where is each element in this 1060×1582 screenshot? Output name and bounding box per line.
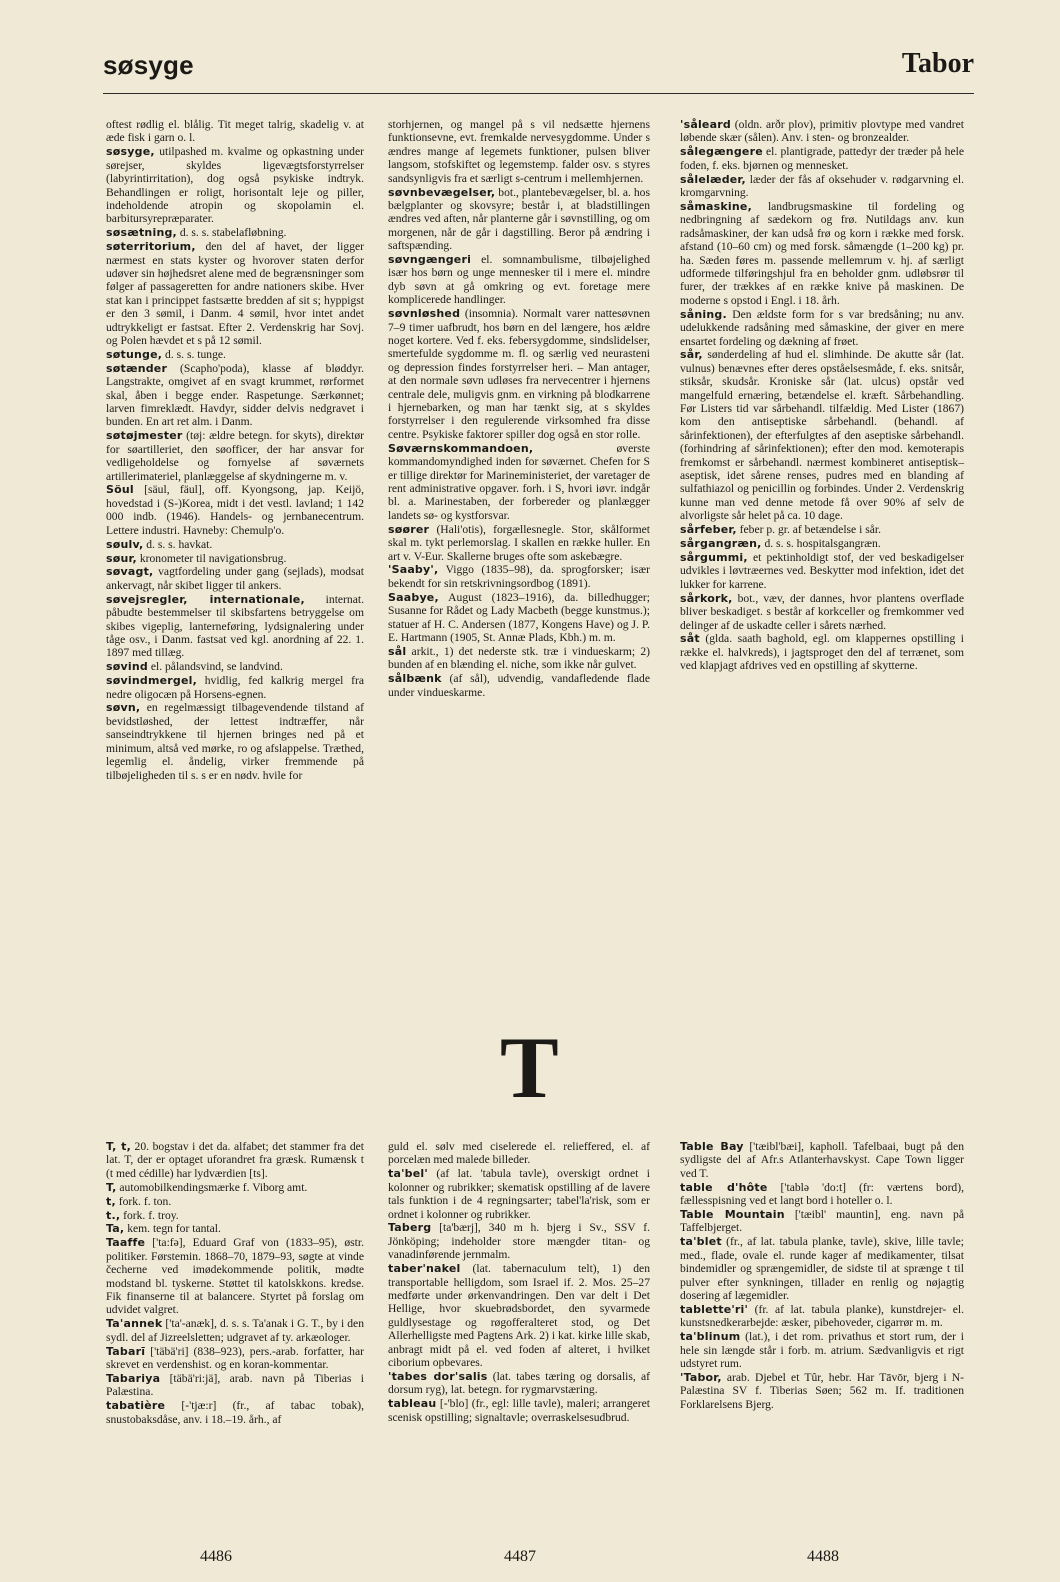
entry-headword: søterritorium, xyxy=(106,240,196,254)
entry-text: kem. tegn for tantal. xyxy=(124,1222,221,1236)
dictionary-entry xyxy=(106,1181,364,1194)
page-number-1: 4486 xyxy=(200,1548,232,1565)
entry-headword: søulv, xyxy=(106,537,144,551)
entry-text: d. s. s. stabelafløbning. xyxy=(176,226,287,240)
entry-headword: søsyge, xyxy=(106,145,155,159)
dictionary-entry xyxy=(388,591,650,645)
left-guide-word: søsyge xyxy=(103,50,194,80)
entry-text: oftest rødlig el. blålig. Tit meget talrig, skadelig v. at æde fisk i garn o. l. xyxy=(106,118,364,145)
entry-text: (Hali'otis), forgællesnegle. Stor, skålformet skal m. tykt perlemorslag. I skallen en række huller. En art v. V-Eur. Skallerne bruges ofte som askebægre. xyxy=(388,522,650,563)
entry-text: et pektinholdigt stof, der ved beskadigelser udvikles i løvtræernes ved. Beskytter mod infektion, idet det lukker for karrene. xyxy=(680,551,964,591)
dictionary-entry xyxy=(106,660,364,673)
dictionary-entry xyxy=(106,1140,364,1180)
entry-headword: table d'hôte xyxy=(680,1180,768,1194)
dictionary-entry xyxy=(388,442,650,522)
entry-headword: ta'bel' xyxy=(388,1167,428,1181)
dictionary-entry xyxy=(388,186,650,253)
entry-headword: søtænder xyxy=(106,361,168,375)
dictionary-entry xyxy=(388,523,650,563)
bottom-column-1 xyxy=(106,1140,364,1426)
entry-headword: ta'blinum xyxy=(680,1330,741,1344)
entry-text: arkit., 1) det nederste stk. træ i vindueskarm; 2) bunden af en blænding el. niche, som ikke når gulvet. xyxy=(388,644,650,672)
entry-headword: såt xyxy=(680,632,700,646)
entry-text: [täbä'ri:jä], arab. navn på Tiberias i Palæstina. xyxy=(106,1371,364,1399)
dictionary-entry xyxy=(388,1167,650,1221)
entry-headword: 'Saaby', xyxy=(388,563,439,577)
entry-headword: T, xyxy=(106,1180,117,1194)
page-number-3: 4488 xyxy=(807,1548,839,1565)
dictionary-entry xyxy=(106,145,364,225)
entry-headword: såmaskine, xyxy=(680,199,752,213)
dictionary-entry xyxy=(680,1371,964,1411)
entry-text: den del af havet, der ligger nærmest en stats kyster og hvorover staten derfor udøver sin højhedsret alene med de begrænsninger som følger af passageretten for andre nationers skibe. Hver stat kan i princippet fastsætte bredden af sit s; hyppigst er den 3 sømil, i Danm. 4 sømil, hvor intet andet udtrykkeligt er fastsat. Efter 2. Verdenskrig har Sovj. og Polen hævdet et s på 12 sømil. xyxy=(106,240,364,347)
entry-headword: 'tabes dor'salis xyxy=(388,1369,488,1383)
entry-headword: tablette'ri' xyxy=(680,1302,749,1316)
dictionary-entry xyxy=(680,1208,964,1235)
dictionary-entry xyxy=(680,1330,964,1370)
dictionary-entry xyxy=(106,1236,364,1316)
dictionary-entry xyxy=(680,1140,964,1180)
dictionary-entry xyxy=(680,118,964,145)
entry-headword: Ta, xyxy=(106,1222,125,1236)
dictionary-entry xyxy=(106,1209,364,1222)
entry-text: vagtfordeling under gang (sejlads), modsat ankervagt, når skibet ligger til ankers. xyxy=(106,565,364,592)
dictionary-entry xyxy=(388,1397,650,1424)
entry-text: (lat.), i det rom. privathus et stort rum, der i hele sin længde står i forb. m. atrium. Sædvanligvis et rigt udstyret rum. xyxy=(680,1330,964,1370)
entry-text: øverste kommandomyndighed inden for søværnet. Chefen for S er tillige direktør for Marineministeriet, der varetager de rent administrative opgaver. forh. i S, hvori iøvr. indgår bl. a. Marinestaben, der forbereder og planlægger landets sø- og kystforsvar. xyxy=(388,441,650,522)
entry-text: fork. f. troy. xyxy=(120,1208,179,1222)
dictionary-entry xyxy=(106,593,364,660)
entry-text: [-'blo] (fr., egl: lille tavle), maleri; arrangeret scenisk opstilling; signaltavle; overraskelsesudbrud. xyxy=(388,1397,650,1424)
entry-text: (oldn. arðr plov), primitiv plovtype med vandret løbende skær (sålen). Anv. i sten- og bronzealder. xyxy=(680,118,964,145)
entry-headword: 'Tabor, xyxy=(680,1370,722,1384)
dictionary-entry xyxy=(106,565,364,592)
dictionary-entry xyxy=(680,308,964,348)
entry-headword: sålbænk xyxy=(388,672,442,686)
dictionary-entry xyxy=(106,1372,364,1399)
entry-text: (glda. saath baghold, egl. om klappernes opstilling i række el. halvkreds), i jagtsproget den del af terrænet, som ved klapjagt afdrives ved en opstilling af skytterne. xyxy=(680,632,964,673)
dictionary-entry xyxy=(106,1345,364,1372)
entry-headword: søvindmergel, xyxy=(106,674,197,688)
entry-headword: søur, xyxy=(106,551,137,565)
dictionary-entry xyxy=(106,362,364,429)
entry-text: 20. bogstav i det da. alfabet; det stammer fra det lat. T, der er optaget uforandret fra græsk. Rumænsk t (t med cédille) har lydværdien [ts]. xyxy=(106,1140,364,1180)
entry-text: hvidlig, fed kalkrig mergel fra nedre oligocæn på Horsens-egnen. xyxy=(106,674,364,701)
entry-headword: Taaffe xyxy=(106,1236,146,1250)
entry-text: sønderdeling af hud el. slimhinde. De akutte sår (lat. vulnus) benævnes efter deres opståelsesmåde, f. eks. snitsår, stiksår, skudsår. Kroniske sår (lat. ulcus) opstår ved mangelfuld ernæring, betændelse el. kræft. Sårbehandling. Før Listers tid var sårbehandl. tilfældig. Med Lister (1867) kom den antiseptiske sårbehandl. (behandl. af sårinfektionen), der efterfulgtes af den aseptiske sårbehandl. (forhindring af sårinfektionen); efter den mod. kemoterapis fremkomst er sårbehandl. nærmest kombineret antiseptisk–aseptisk, idet sårene renses, pudres med en blanding af sulfathiazol og penicillin og forbindes. Under 2. Verdenskrig kunne man ved denne metode få over 90% af selv de alvorligste sår helet på ca. 10 dage. xyxy=(680,348,964,523)
dictionary-entry xyxy=(106,348,364,361)
entry-headword: ta'blet xyxy=(680,1235,722,1249)
entry-headword: taber'nakel xyxy=(388,1262,461,1276)
dictionary-entry xyxy=(388,1140,650,1167)
entry-text: [ta'bærj], 340 m h. bjerg i Sv., SSV f. Jönköping; indeholder store mængder titan- og vanadinførende jernmalm. xyxy=(388,1221,650,1262)
entry-headword: søvejsregler, internationale, xyxy=(106,592,305,606)
entry-headword: sålelæder, xyxy=(680,172,746,186)
entry-headword: Table Mountain xyxy=(680,1208,785,1222)
entry-text: d. s. s. havkat. xyxy=(143,537,213,551)
entry-text: ['tæibl' mauntin], eng. navn på Taffelbjerget. xyxy=(680,1208,964,1235)
entry-headword: sårgummi, xyxy=(680,551,748,564)
page-number-2: 4487 xyxy=(504,1548,536,1565)
entry-headword: søvind xyxy=(106,660,148,674)
entry-text: (lat. tabernaculum telt), 1) den transportable helligdom, som Israel if. 2. Mos. 25–27 medførte under ørkenvandringen. Den var delt i Det Hellige, hvor skuebrødsbordet, den syvarmede guldlysestage og røgofferalteret stod, og Det Allerhelligste med Pagtens Ark. 2) i kat. kirke lille skab, anbragt midt på el. ved foden af alteret, i hvilket ciborium opbevares. xyxy=(388,1262,650,1369)
entry-text: (Scapho'poda), klasse af bløddyr. Langstrakte, omgivet af en svagt krummet, rørformet skal, åben i begge ender. Raspetunge. Særkønnet; larven fimreklædt. Havdyr, sidder delvis nedgravet i bunden. En art ret alm. i Danm. xyxy=(106,361,364,429)
dictionary-entry xyxy=(680,1181,964,1208)
entry-headword: sål xyxy=(388,644,407,658)
entry-headword: sårkork, xyxy=(680,591,733,605)
entry-headword: sålegængere xyxy=(680,145,763,159)
entry-text: d. s. s. hospitalsgangræn. xyxy=(761,537,881,551)
entry-headword: Saabye, xyxy=(388,590,439,604)
dictionary-entry xyxy=(680,173,964,200)
bottom-column-3 xyxy=(680,1140,964,1411)
entry-text: (fr., af lat. tabula planke, tavle), skive, lille tavle; med., flade, ovale el. runde kager af medikamenter, tilsat bindemidler og sprængemidler, de sidste til at sprænge t til pulver efter synkningen, tillader en renlig og nøjagtig dosering af lægemidler. xyxy=(680,1235,964,1302)
dictionary-entry xyxy=(106,538,364,551)
dictionary-entry xyxy=(680,145,964,172)
entry-text: læder der fås af oksehuder v. rødgarvning el. kromgarvning. xyxy=(680,172,964,200)
entry-text: internat. påbudte bestemmelser til skibsfartens betryggelse om skibes vigeplig, lanterneføring, lydsignalering under tåge osv., i Danm. fastsat ved kgl. anordning af 22. 1. 1897 med tillæg. xyxy=(106,592,364,660)
entry-headword: søtunge, xyxy=(106,347,163,361)
entry-headword: søvnløshed xyxy=(388,307,461,321)
bottom-column-2 xyxy=(388,1140,650,1424)
entry-text: landbrugsmaskine til fordeling og nedbringning af sædekorn og frø. Nutildags anv. kun radsåmaskiner, der kan udså frø og korn i række med forsk. afstand (10–60 cm) og med forsk. såmængde (1–200 kg) pr. ha. Sæden føres m. passende mellemrum v. hj. af særligt udformede tilføringshjul fra en beholder gnm. udløbsrør til furer, der trækkes af en række knive på maskinen. De moderne s opstod i Engl. i 18. årh. xyxy=(680,199,964,307)
entry-headword: t., xyxy=(106,1208,121,1222)
dictionary-entry xyxy=(680,1303,964,1330)
dictionary-entry xyxy=(680,200,964,307)
entry-text: utilpashed m. kvalme og opkastning under sørejser, skyldes ligevægtsforstyrrelser (labyrintirritation), dog også psykiske indtryk. Behandlingen er roligt, horisontalt leje og piller, indeholdende atropin og skopolamin el. barbitursyrepræparater. xyxy=(106,145,364,226)
entry-headword: Tabariya xyxy=(106,1371,161,1385)
entry-headword: såning. xyxy=(680,307,727,321)
entry-headword: Table Bay xyxy=(680,1140,744,1153)
dictionary-entry xyxy=(388,1262,650,1369)
entry-text: (lat. tabes tæring og dorsalis, af dorsum ryg), lat. betegn. for rygmarvstæring. xyxy=(388,1369,650,1397)
header-rule xyxy=(103,93,974,94)
entry-text: (insomnia). Normalt varer nattesøvnen 7–9 timer uafbrudt, hos børn en del længere, hos ældre noget kortere. Ved f. eks. febersygdomme, sindslidelser, smertefulde sygdomme m. fl. og særlig ved neurasteni og depression findes forstyrrelser heri. – Man antager, at den normale søvn udløses fra nervecentrer i hjernens centrale dele, muligvis gnm. en virkning på blodkarrene i hjernebarken, og man har tænkt sig, at s skyldes forstyrrelser i den regulerende virksomhed fra disse centre. Psykiske faktorer spiller dog også en stor rolle. xyxy=(388,307,650,441)
entry-text: el. somnambulisme, tilbøjelighed især hos børn og unge mennesker til i mere el. mindre dyb søvn at gå omkring og evt. foretage mere komplicerede handlinger. xyxy=(388,253,650,307)
entry-text: ['tæibl'bæi], kapholl. Tafelbaai, bugt på den sydligste del af Afr.s Atlanterhavskyst. Cape Town ligger ved T. xyxy=(680,1140,964,1180)
right-guide-word: Tabor xyxy=(901,48,974,79)
top-column-1 xyxy=(106,118,364,782)
entry-headword: søvagt, xyxy=(106,565,154,579)
top-column-2 xyxy=(388,118,650,699)
dictionary-entry xyxy=(106,1317,364,1344)
dictionary-entry xyxy=(680,537,964,550)
entry-headword: søsætning, xyxy=(106,226,177,240)
dictionary-entry xyxy=(106,1195,364,1208)
dictionary-entry xyxy=(106,429,364,483)
entry-headword: sårfeber, xyxy=(680,523,737,537)
entry-text: bot., væv, der dannes, hvor plantens overflade bliver beskadiget. s består af korkceller og fremkommer ved delinger af de uskadte celler i sårets nærhed. xyxy=(680,591,964,632)
entry-text: [säul, fäul], off. Kyongsong, jap. Keijö, hovedstad i (S-)Korea, midt i det vestl. lavland; 1 142 000 indb. (1946). Handels- og jernbanecentrum. Lettere industri. Havneby: Chemulp'o. xyxy=(106,483,364,537)
entry-text: automobilkendingsmærke f. Viborg amt. xyxy=(116,1180,308,1194)
dictionary-entry xyxy=(106,240,364,347)
entry-text: fork. f. ton. xyxy=(115,1194,172,1208)
entry-headword: søører xyxy=(388,522,430,536)
dictionary-entry xyxy=(680,551,964,591)
entry-text: guld el. sølv med ciselerede el. relieffered, el. af porcelæn med malede billeder. xyxy=(388,1140,650,1167)
entry-headword: tabatière xyxy=(106,1399,166,1413)
entry-headword: søvnbevægelser, xyxy=(388,185,496,199)
dictionary-entry xyxy=(388,563,650,590)
dictionary-entry xyxy=(680,592,964,632)
dictionary-entry xyxy=(106,118,364,145)
entry-text: August (1823–1916), da. billedhugger; Susanne for Rådet og Lady Macbeth (begge kunstmus.); statuer af H. C. Andersen (1877, Kongens Have) og J. P. E. Hartmann (1905, St. Annæ Plads, Kbh.) m. m. xyxy=(388,590,650,644)
section-letter: T xyxy=(500,1020,559,1117)
entry-headword: Søværnskommandoen, xyxy=(388,441,534,455)
dictionary-entry xyxy=(680,1235,964,1302)
entry-text: kronometer til navigationsbrug. xyxy=(136,551,287,565)
entry-text: ['täbä'ri] (838–923), pers.-arab. forfatter, har skrevet en verdenshist. og en koran-kommentar. xyxy=(106,1344,364,1371)
entry-text: feber p. gr. af betændelse i sår. xyxy=(736,523,881,537)
dictionary-entry xyxy=(388,307,650,441)
entry-text: el. pålandsvind, se landvind. xyxy=(147,660,283,674)
dictionary-entry xyxy=(680,523,964,536)
entry-text: Viggo (1835–98), da. sprogforsker; især bekendt for sin retskrivningsordbog (1891). xyxy=(388,563,650,590)
dictionary-entry xyxy=(680,632,964,672)
dictionary-entry xyxy=(388,672,650,699)
dictionary-entry xyxy=(106,226,364,239)
dictionary-entry xyxy=(388,645,650,672)
entry-text: d. s. s. tunge. xyxy=(162,347,226,361)
entry-headword: tableau xyxy=(388,1397,437,1411)
dictionary-entry xyxy=(106,483,364,537)
entry-headword: sårgangræn, xyxy=(680,537,762,551)
dictionary-entry xyxy=(106,1399,364,1426)
entry-text: (fr. af lat. tabula planke), kunstdrejer- el. kunstsnedkerarbejde: æsker, pibehoveder, cigarrør m. m. xyxy=(680,1302,964,1330)
entry-text: (af sål), udvendig, vandafledende flade under vindueskarme. xyxy=(388,672,650,699)
entry-text: el. plantigrade, pattedyr der træder på hele foden, f. eks. bjørnen og mennesket. xyxy=(680,145,964,172)
entry-text: (af lat. 'tabula tavle), overskigt ordnet i kolonner og rubrikker; skematisk opstilling af de lavere tals funktion i de 4 regningsarter; tabel'la'risk, som er ordnet i kolonner og rubrikker. xyxy=(388,1167,650,1221)
entry-headword: søtøjmester xyxy=(106,429,183,443)
dictionary-entry xyxy=(106,552,364,565)
dictionary-entry xyxy=(388,1370,650,1397)
entry-headword: Söul xyxy=(106,483,134,497)
entry-text: (tøj: ældre betegn. for skyts), direktør for søartilleriet, den søofficer, der har ansvar for vedligeholdelse og fornyelse af søværnets artillerimateriel, planlæggelse af skydningerne m. v. xyxy=(106,429,364,483)
entry-headword: Taberg xyxy=(388,1221,432,1235)
entry-text: ['ta'-anæk], d. s. s. Ta'anak i G. T., by i den sydl. del af Jizreelsletten; udgravet af ty. arkæologer. xyxy=(106,1317,364,1344)
entry-headword: sår, xyxy=(680,348,703,362)
dictionary-entry xyxy=(388,1221,650,1261)
dictionary-entry xyxy=(106,674,364,701)
dictionary-entry xyxy=(106,1222,364,1235)
entry-headword: 'såleard xyxy=(680,118,731,131)
dictionary-entry xyxy=(388,253,650,307)
entry-headword: t, xyxy=(106,1194,116,1208)
dictionary-entry xyxy=(106,701,364,781)
entry-headword: T, t, xyxy=(106,1140,132,1153)
entry-text: ['tablə 'do:t] (fr: værtens bord), fællesspisning ved et langt bord i hoteller o. l. xyxy=(680,1180,964,1208)
entry-text: [-'tjæ:r] (fr., af tabac tobak), snustobaksdåse, anv. i 18.–19. årh., af xyxy=(106,1399,364,1426)
entry-headword: Ta'annek xyxy=(106,1317,163,1331)
dictionary-entry xyxy=(680,348,964,522)
dictionary-entry xyxy=(388,118,650,185)
entry-text: Den ældste form for s var bredsåning; nu anv. udelukkende radsåning med såmaskine, der giver en mere ensartet fordeling og dækning af frøet. xyxy=(680,307,964,348)
entry-text: bot., plantebevægelser, bl. a. hos bælgplanter og skovsyre; består i, at bladstillingen ændres ved aften, når planterne går i søvnstilling, og om morgenen, når de går i dagstilling. Beror på ændring i saftspænding. xyxy=(388,185,650,253)
top-column-3 xyxy=(680,118,964,673)
entry-headword: søvngængeri xyxy=(388,253,472,267)
entry-text: en regelmæssigt tilbagevendende tilstand af bevidstløshed, der lettest indtræffer, når sanseindtrykkene til hjernen bringes ned på et minimum, altså ved mørke, ro og afslappelse. Træthed, legemlig el. åndelig, virker fremmende på tilbøjeligheden til s. s er en nødv. hvile for xyxy=(106,701,364,782)
entry-text: storhjernen, og mangel på s vil nedsætte hjernens funktionsevne, evt. fremkalde nervesygdomme. Under s ændres mange af legemets funktioner, pulsen bliver langsom, stofskiftet og legemstemp. falder osv. s styres sandsynligvis fra et særligt s-centrum i mellemhjernen. xyxy=(388,118,650,185)
entry-headword: Tabarī xyxy=(106,1344,146,1358)
entry-text: arab. Djebel et Tûr, hebr. Har Tāvōr, bjerg i N-Palæstina SV f. Tiberias Søen; 562 m. If. traditionen Forklarelsens Bjerg. xyxy=(680,1370,964,1411)
entry-headword: søvn, xyxy=(106,701,141,715)
entry-text: ['ta:fə], Eduard Graf von (1833–95), østr. politiker. Førstemin. 1868–70, 1879–93, søgte at vinde čecherne ved imødekommende politik, mødte modstand bl. tyskerne. Støttet til katolskkons. kredse. Fik finanserne til at balancere. Styrtet på forslag om udvidet valgret. xyxy=(106,1236,364,1317)
